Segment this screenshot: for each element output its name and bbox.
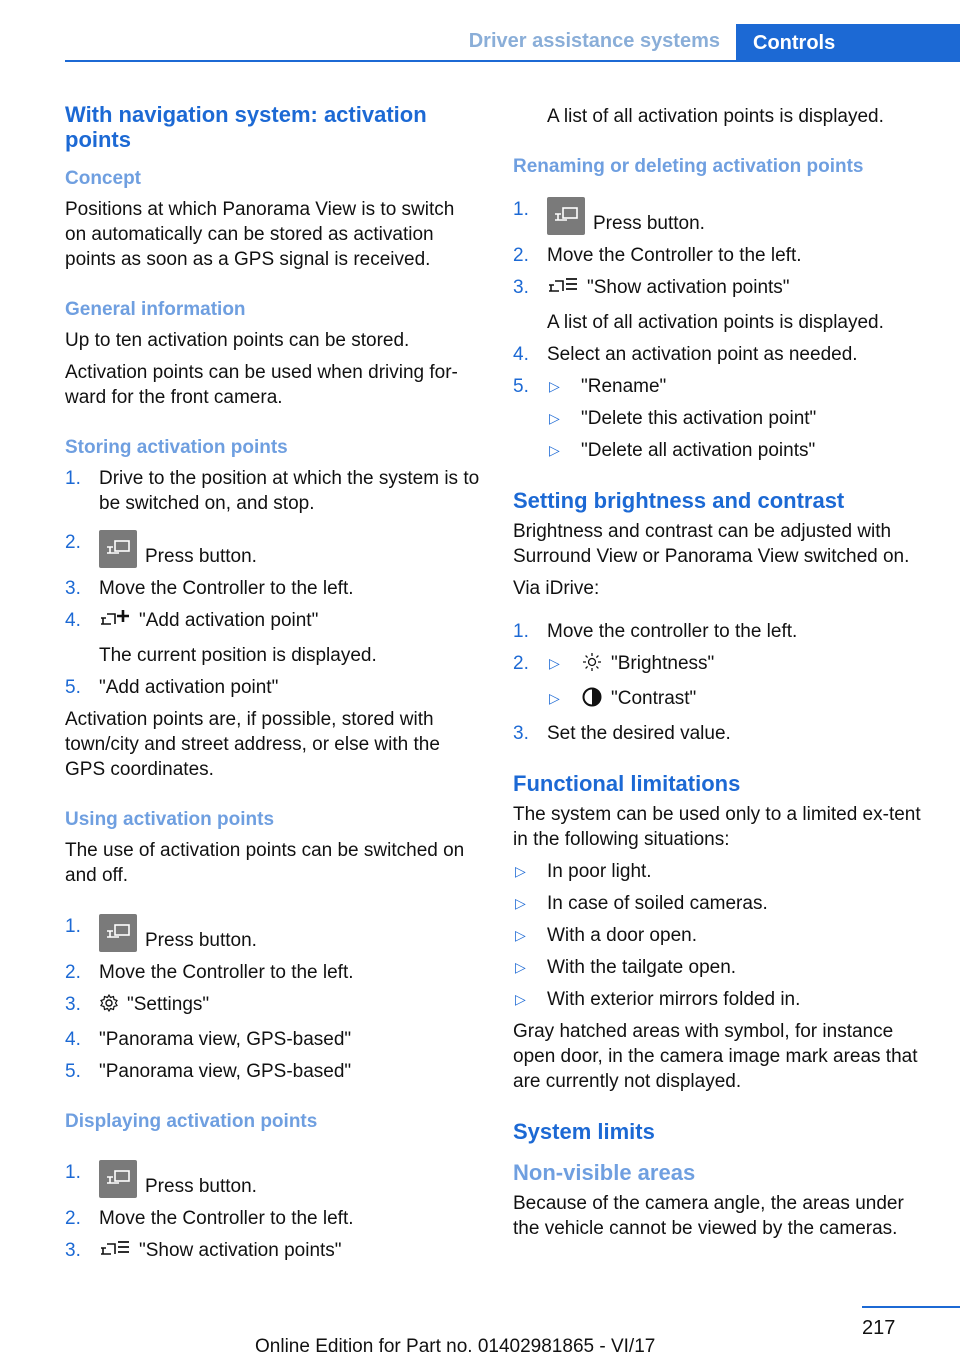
bullet-text: With the tailgate open. [547,957,737,978]
step-number: 3. [65,994,81,1015]
list-item [65,1059,480,1084]
displaying-continued-text: A list of all activation points is displayed. [547,106,884,127]
step-text: "Settings" [127,994,210,1015]
step-number: 4. [513,344,529,365]
non-visible-text: Because of the camera angle, the areas under the vehicle cannot be viewed by the cameras. [513,1193,904,1239]
functional-bullets [513,859,928,1012]
storing-after-text: Activation points are, if possible, stored with town/city and street address, or else with the GPS coordinates. [65,709,440,780]
displaying-steps [65,1160,480,1266]
list-item [65,914,480,953]
bullet-icon: ▷ [515,895,526,911]
step-text: Press button. [145,930,257,951]
page-number: 217 [862,1317,896,1339]
step-number: 1. [65,468,81,489]
list-item [547,374,928,399]
brightness-text: Brightness and contrast can be adjusted with Surround View or Panorama View switched on. [513,521,910,567]
step-text: Drive to the position at which the system is to be switched on, and stop. [99,468,480,514]
bullet-text: "Delete all activation points" [581,440,816,461]
bullet-text: With exterior mirrors folded in. [547,989,801,1010]
step-text: "Add activation point" [139,610,319,631]
step-text: "Show activation points" [587,277,790,298]
contrast-icon [581,687,603,714]
list-points-icon [99,1239,131,1266]
step-text: "Panorama view, GPS-based" [99,1061,352,1082]
heading-using: Using activation points [65,809,275,830]
list-item [513,923,928,948]
step-text: Move the Controller to the left. [99,578,354,599]
general-text-1: Up to ten activation points can be stored. [65,330,410,351]
step-subtext: A list of all activation points is displayed. [547,312,884,333]
step-number: 1. [65,916,81,937]
bullet-icon: ▷ [515,927,526,943]
list-item [513,342,928,367]
list-item [513,197,928,236]
list-item [65,1206,480,1231]
list-item [65,576,480,601]
list-item [547,438,928,463]
step-number: 2. [513,245,529,266]
nested-bullets [547,651,928,714]
heading-functional-limitations: Functional limitations [513,771,741,796]
bullet-icon: ▷ [549,690,560,706]
step-number: 1. [513,199,529,220]
list-item [65,675,480,700]
list-points-icon [547,276,579,303]
list-item [513,891,928,916]
step-subtext: The current position is displayed. [99,645,377,666]
using-text: The use of activation points can be switched on and off. [65,840,465,886]
step-number: 4. [65,610,81,631]
step-text: Move the controller to the left. [547,621,798,642]
bullet-icon: ▷ [549,442,560,458]
list-item [65,960,480,985]
list-item [65,1238,480,1266]
list-item [513,275,928,335]
step-number: 2. [65,532,81,553]
left-column [65,102,480,1273]
bullet-icon: ▷ [515,959,526,975]
list-item [547,651,928,679]
list-item [65,466,480,516]
step-text: Set the desired value. [547,723,731,744]
general-text-2: Activation points can be used when driving for‐ward for the front camera. [65,362,458,408]
bullet-icon: ▷ [515,863,526,879]
add-point-icon [99,609,131,636]
step-text: Select an activation point as needed. [547,344,858,365]
list-item [513,243,928,268]
step-number: 2. [513,653,529,674]
bullet-text: "Rename" [581,376,667,397]
header-section-title: Driver assistance systems [468,30,720,52]
list-item [513,859,928,884]
step-number: 2. [65,1208,81,1229]
list-item [547,406,928,431]
functional-text: The system can be used only to a limited ex‐tent in the following situations: [513,804,921,850]
camera-button-icon [99,914,137,952]
heading-general-information: General information [65,299,246,320]
list-item [513,955,928,980]
list-item [547,686,928,714]
bullet-text: With a door open. [547,925,697,946]
heading-storing: Storing activation points [65,437,288,458]
bullet-icon: ▷ [549,378,560,394]
step-number: 4. [65,1029,81,1050]
list-item [65,1027,480,1052]
step-number: 3. [65,1240,81,1261]
step-number: 5. [65,1061,81,1082]
brightness-steps [513,619,928,746]
footer-rule [862,1306,960,1308]
step-number: 3. [513,277,529,298]
via-idrive: Via iDrive: [513,578,600,599]
step-number: 5. [65,677,81,698]
step-number: 3. [65,578,81,599]
functional-after-text: Gray hatched areas with symbol, for instance open door, in the camera image mark areas that are currently not displayed. [513,1021,918,1092]
step-text: Move the Controller to the left. [99,1208,354,1229]
gear-icon [99,993,119,1020]
concept-text: Positions at which Panorama View is to switch on automatically can be stored as activation points as soon as a GPS signal is received. [65,199,455,270]
camera-button-icon [99,1160,137,1198]
list-item [513,374,928,463]
bullet-text: In case of soiled cameras. [547,893,768,914]
list-item [513,987,928,1012]
header-rule [65,60,960,62]
step-number: 2. [65,962,81,983]
step-number: 3. [513,723,529,744]
list-item [65,1160,480,1199]
heading-non-visible-areas: Non-visible areas [513,1160,696,1185]
bullet-icon: ▷ [549,655,560,671]
list-item [65,530,480,569]
bullet-icon: ▷ [549,410,560,426]
list-item [513,619,928,644]
list-item [513,651,928,714]
heading-concept: Concept [65,168,141,189]
renaming-steps [513,197,928,463]
step-text: Press button. [145,546,257,567]
sun-icon [581,652,603,679]
using-steps [65,914,480,1084]
list-item [513,721,928,746]
camera-button-icon [99,530,137,568]
bullet-text: "Delete this activation point" [581,408,817,429]
page-header [0,0,960,62]
step-text: Move the Controller to the left. [99,962,354,983]
bullet-text: "Brightness" [611,653,715,674]
camera-button-icon [547,197,585,235]
heading-brightness: Setting brightness and contrast [513,488,845,513]
step-text: "Add activation point" [99,677,279,698]
bullet-text: "Contrast" [611,688,697,709]
bullet-icon: ▷ [515,991,526,1007]
step-text: Press button. [145,1176,257,1197]
step-number: 5. [513,376,529,397]
heading-system-limits: System limits [513,1119,655,1144]
step-text: "Show activation points" [139,1240,342,1261]
nested-bullets [547,374,928,463]
right-column [513,102,928,1248]
step-number: 1. [65,1162,81,1183]
heading-renaming: Renaming or deleting activation points [513,156,864,177]
list-item [65,992,480,1020]
step-number: 1. [513,621,529,642]
step-text: Press button. [593,213,705,234]
bullet-text: In poor light. [547,861,652,882]
list-item [65,608,480,668]
edition-note: Online Edition for Part no. 01402981865 - VI/17 [255,1336,656,1357]
heading-activation-points: With navigation system: activation points [65,102,427,152]
header-tab-controls: Controls [736,24,960,62]
step-text: "Panorama view, GPS-based" [99,1029,352,1050]
storing-steps [65,466,480,700]
step-text: Move the Controller to the left. [547,245,802,266]
heading-displaying: Displaying activation points [65,1111,318,1132]
